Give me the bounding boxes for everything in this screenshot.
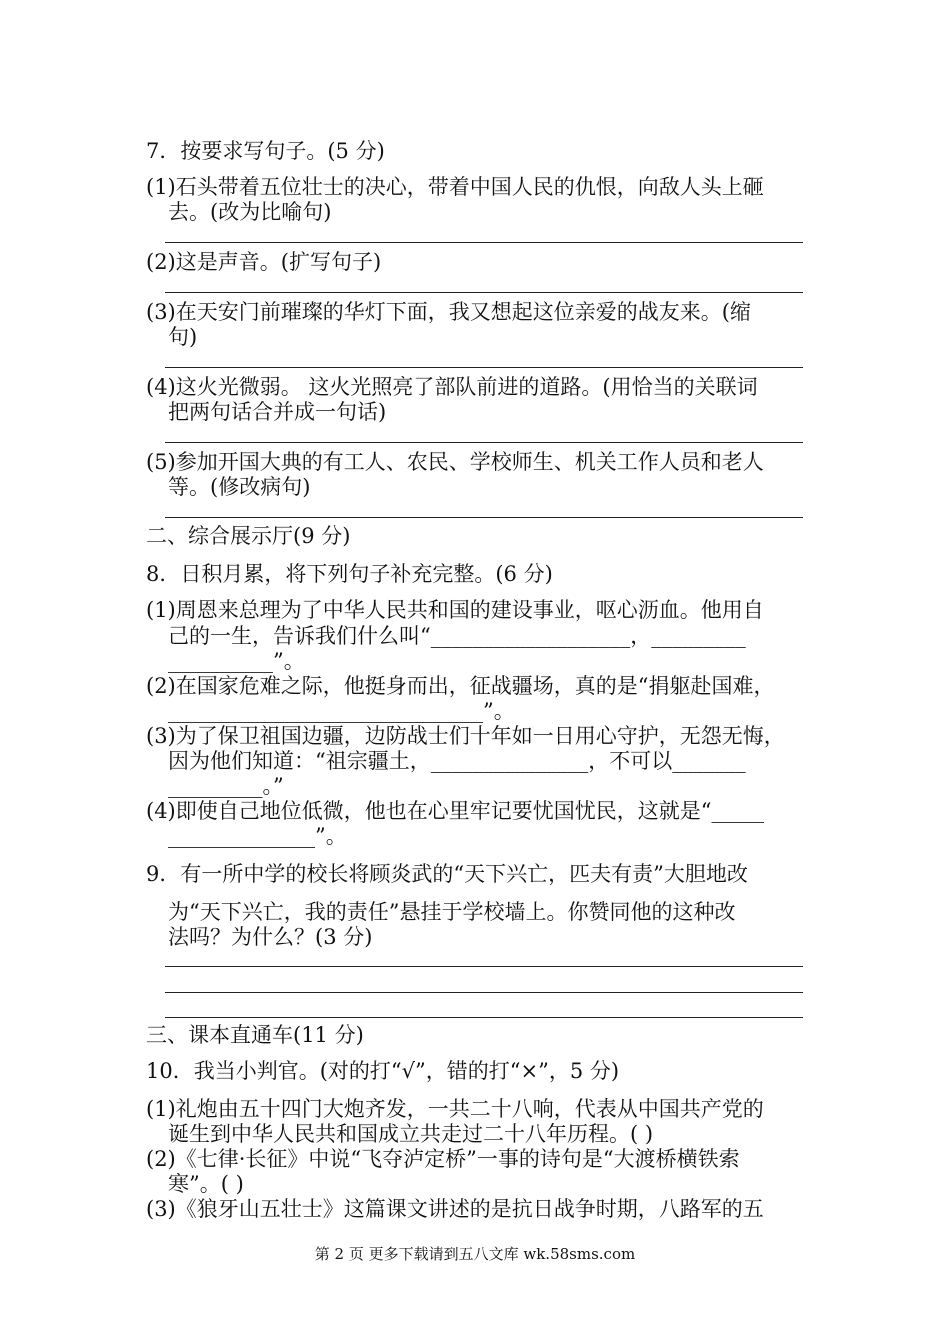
question-10-item-2-line-1: (2)《七律·长征》中说“飞夺泸定桥”一事的诗句是“大渡桥横铁索	[146, 1147, 740, 1171]
question-10-item-3-line-1: (3)《狼牙山五壮士》这篇课文讲述的是抗日战争时期，八路军的五	[146, 1197, 764, 1221]
question-7-item-1-line-1: (1)石头带着五位壮士的决心，带着中国人民的仇恨，向敌人头上砸	[146, 175, 764, 199]
answer-line[interactable]	[165, 966, 803, 967]
answer-line[interactable]	[165, 992, 803, 993]
answer-line[interactable]	[165, 517, 803, 518]
question-8-item-1-line-2[interactable]: 己的一生，告诉我们什么叫“___________________，_________	[168, 624, 746, 648]
answer-line[interactable]	[165, 1017, 803, 1018]
question-9-line-2: 为“天下兴亡，我的责任”悬挂于学校墙上。你赞同他的这种改	[168, 900, 736, 924]
question-10-item-1-line-1: (1)礼炮由五十四门大炮齐发，一共二十八响，代表从中国共产党的	[146, 1097, 764, 1121]
answer-line[interactable]	[165, 367, 803, 368]
question-8-title: 8．日积月累，将下列句子补充完整。(6 分)	[146, 562, 553, 586]
question-10-item-1-line-2[interactable]: 诞生到中华人民共和国成立共走过二十八年历程。( )	[168, 1122, 654, 1146]
question-7-item-2: (2)这是声音。(扩写句子)	[146, 250, 382, 274]
question-8-item-1-line-3[interactable]: __________”。	[168, 649, 305, 673]
question-7-item-1-line-2: 去。(改为比喻句)	[168, 200, 332, 224]
question-8-item-3-line-2[interactable]: 因为他们知道：“祖宗疆土，_______________，不可以_______	[168, 749, 746, 773]
question-7-item-5-line-2: 等。(修改病句)	[168, 475, 311, 499]
answer-line[interactable]	[165, 442, 803, 443]
question-8-item-3-line-3[interactable]: _________。”	[168, 774, 284, 798]
question-7-item-5-line-1: (5)参加开国大典的有工人、农民、学校师生、机关工作人员和老人	[146, 450, 764, 474]
question-7-title: 7．按要求写句子。(5 分)	[146, 139, 385, 163]
question-7-item-4-line-2: 把两句话合并成一句话)	[168, 400, 387, 424]
question-8-item-4-line-1[interactable]: (4)即使自己地位低微，他也在心里牢记要忧国忧民，这就是“_____	[146, 799, 764, 823]
question-8-item-2-line-1: (2)在国家危难之际，他挺身而出，征战疆场，真的是“捐躯赴国难，	[146, 674, 775, 698]
question-7-item-3-line-1: (3)在天安门前璀璨的华灯下面，我又想起这位亲爱的战友来。(缩	[146, 300, 751, 324]
page-footer: 第 2 页 更多下载请到五八文库 wk.58sms.com	[314, 1245, 636, 1263]
question-10-item-2-line-2[interactable]: 寒”。( )	[168, 1172, 244, 1196]
question-9-line-3: 法吗？为什么？(3 分)	[168, 925, 373, 949]
question-8-item-3-line-1: (3)为了保卫祖国边疆，边防战士们十年如一日用心守护，无怨无悔，	[146, 724, 785, 748]
answer-line[interactable]	[165, 242, 803, 243]
answer-line[interactable]	[165, 292, 803, 293]
question-8-item-2-line-2[interactable]: ______________________________”。	[168, 699, 515, 723]
question-8-item-4-line-2[interactable]: ______________”。	[168, 824, 347, 848]
section-3-heading: 三、课本直通车(11 分)	[146, 1023, 364, 1047]
question-10-title: 10．我当小判官。(对的打“√”，错的打“×”，5 分)	[146, 1059, 620, 1083]
question-7-item-4-line-1: (4)这火光微弱。 这火光照亮了部队前进的道路。(用恰当的关联词	[146, 375, 758, 399]
question-7-item-3-line-2: 句)	[168, 325, 198, 349]
question-8-item-1-line-1: (1)周恩来总理为了中华人民共和国的建设事业，呕心沥血。他用自	[146, 598, 764, 622]
section-2-heading: 二、综合展示厅(9 分)	[146, 524, 351, 548]
question-9-line-1: 9．有一所中学的校长将顾炎武的“天下兴亡，匹夫有责”大胆地改	[146, 862, 748, 886]
